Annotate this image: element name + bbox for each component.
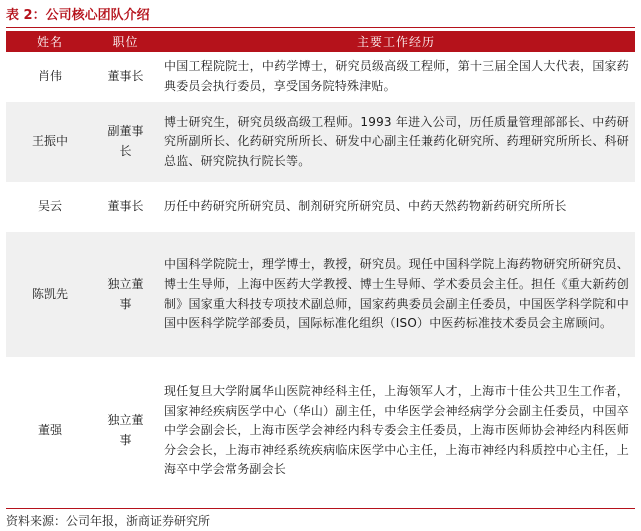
member-experience: 现任复旦大学附属华山医院神经科主任，上海领军人才，上海市十佳公共卫生工作者，国家神经疾病医学中心（华山）副主任，中华医学会神经病学分会副主任委员，中国卒中学会副会长，上海市医学会神经内科专委会主任委员，上海市医师协会神经内科医师分会会长，上海市神经系统疾病临床医学中心主任，上海市神经内科质控中心主任，上海卒中学会常务副会长 [157,357,635,505]
member-position: 独立董事 [107,276,144,311]
member-experience: 中国工程院院士，中药学博士，研究员级高级工程师，第十三届全国人大代表，国家药典委员会执行委员，享受国务院特殊津贴。 [157,52,635,102]
member-experience: 中国科学院院士，理学博士，教授，研究员。现任中国科学院上海药物研究所研究员、博士生导师，上海中医药大学教授、博士生导师、学术委员会主任。担任《重大新药创制》国家重大科技专项技术副总师，国家药典委员会副主任委员，中国医学科学院和中国中医科学院学部委员，国际标准化组织（ISO）中医药标准技术委员会主席顾问。 [157,232,635,357]
title-divider [6,27,635,28]
table-title: 表 2：公司核心团队介绍 [6,8,150,23]
bottom-divider [6,508,635,509]
member-name: 肖伟 [6,52,94,102]
member-experience: 博士研究生，研究员级高级工程师。1993 年进入公司，历任质量管理部部长、中药研究所副所长、化药研究所所长、研发中心副主任兼药化研究所、药理研究所所长、科研总监、研究院执行院长等。 [157,102,635,182]
member-position: 董事长 [107,199,144,214]
table-row [6,52,635,102]
member-position: 独立董事 [107,413,144,447]
member-experience: 历任中药研究所研究员、制剂研究所研究员、中药天然药物新药研究所所长 [157,182,635,232]
source-note: 资料来源：公司年报，浙商证券研究所 [6,514,211,528]
header-experience: 主要工作经历 [157,31,635,52]
table-row [6,357,635,505]
member-position: 董事长 [107,69,144,84]
member-name: 王振中 [6,102,94,182]
member-name: 吴云 [6,182,94,232]
header-position: 职位 [94,31,157,52]
table-row [6,232,635,357]
member-position: 副董事长 [107,124,144,158]
table-row [6,102,635,182]
table-header-row [6,31,635,52]
table-row [6,182,635,232]
member-name: 陈凯先 [6,232,94,357]
member-name: 董强 [6,357,94,505]
header-name: 姓名 [6,31,94,52]
core-team-table [6,31,635,505]
